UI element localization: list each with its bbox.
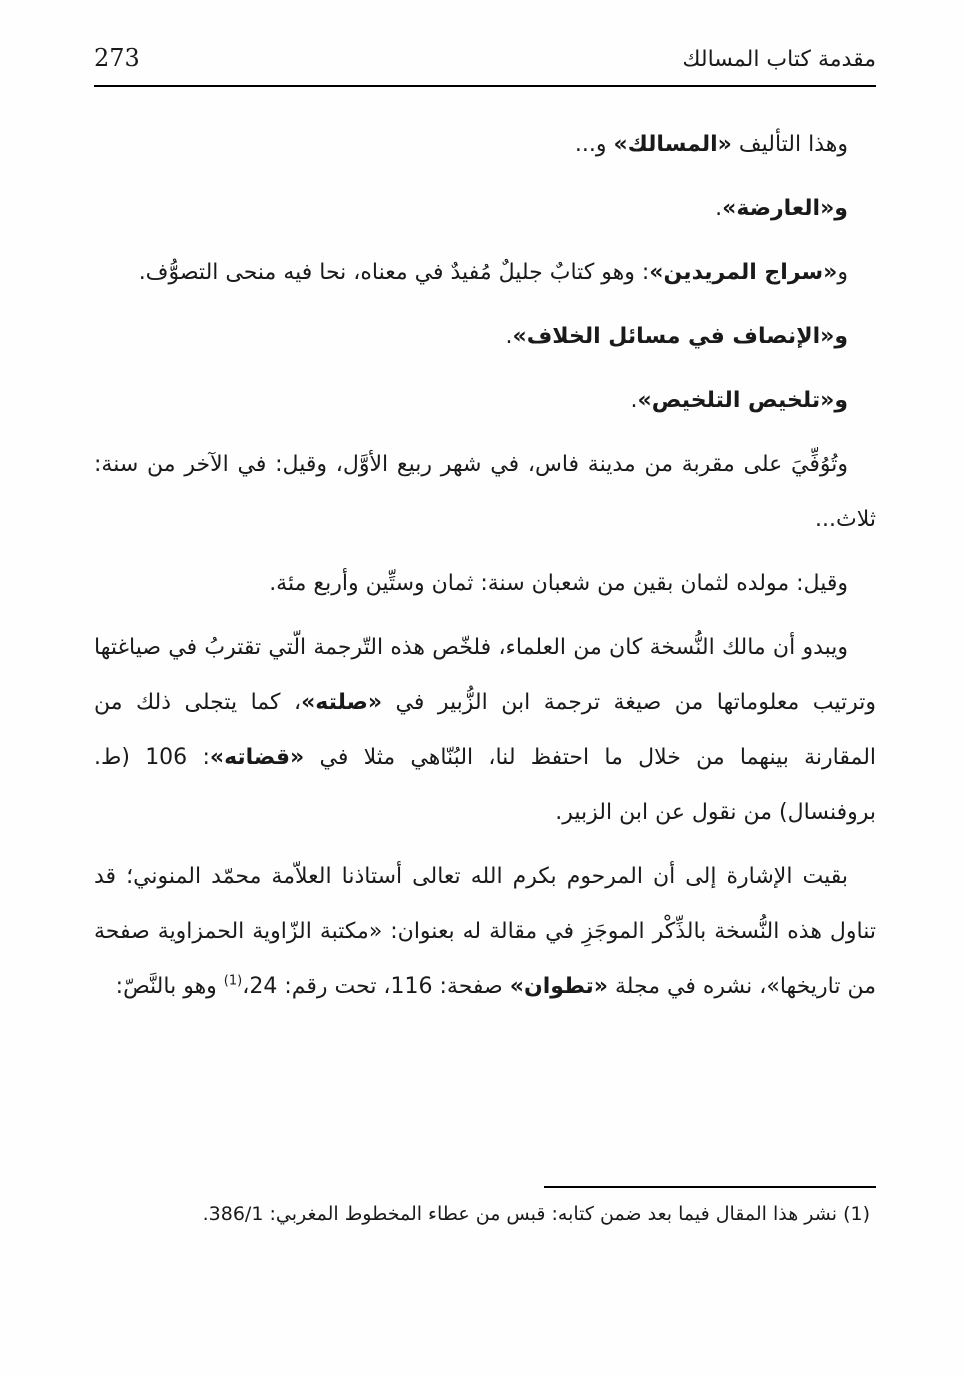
footnote-area: [94, 1186, 876, 1231]
paragraph: [94, 309, 876, 364]
paragraph: [94, 181, 876, 236]
text-run: وتُوُفِّيَ على مقربة من مدينة فاس، في شهر ربيع الأوَّل، وقيل: في الآخر من سنة: ثلاث...: [94, 452, 876, 532]
text-run: : وهو كتابٌ جليلٌ مُفيدٌ في معناه، نحا فيه منحى التصوُّف.: [138, 260, 650, 285]
text-run: «تطوان»: [509, 974, 608, 999]
running-head-title: مقدمة كتاب المسالك: [682, 47, 876, 72]
footnote-text: [94, 1197, 876, 1231]
text-run: .: [630, 388, 638, 413]
text-run: ، كما يتجلى ذلك من المقارنة بينهما من خلال ما احتفظ لنا، البُنّاهي مثلا في: [94, 690, 877, 770]
paragraph: [94, 373, 876, 428]
paragraph: [94, 620, 876, 840]
text-run: ويبدو أن مالك النُّسخة كان من العلماء، فلخّص هذه التّرجمة الّتي تقتربُ في صياغتها وترتيب معلوماتها من صيغة ترجمة ابن الزُّبير في: [94, 635, 876, 715]
text-run: و«تلخيص التلخيص»: [637, 388, 848, 413]
footnote-rule: [544, 1186, 876, 1188]
paragraph: [94, 117, 876, 172]
paragraph: [94, 437, 876, 547]
text-run: (1) نشر هذا المقال فيما بعد ضمن كتابه: قبس من عطاء المخطوط المغربي: 386/1.: [202, 1203, 870, 1225]
text-run: و...: [574, 132, 614, 157]
paragraph: [94, 849, 876, 1014]
text-run: و: [837, 260, 848, 285]
text-run: «المسالك»: [613, 132, 732, 157]
footnote-ref: (1): [223, 973, 243, 989]
text-run: وهذا التأليف: [731, 132, 848, 157]
text-run: .: [505, 324, 513, 349]
paragraph: [94, 245, 876, 300]
text-run: وهو بالنَّصّ:: [115, 974, 224, 999]
text-run: «صلته»: [301, 690, 383, 715]
text-run: بقيت الإشارة إلى أن المرحوم بكرم الله تعالى أستاذنا العلاّمة محمّد المنوني؛ قد تناول هذه النُّسخة بالذِّكْر الموجَزِ في مقالة له بعنوان: «مكتبة الزّاوية الحمزاوية صفحة من تاريخها»، نشره في مجلة: [94, 864, 876, 999]
text-run: «سراج المريدين»: [649, 260, 838, 285]
text-run: : 106 (ط. بروفنسال) من نقول عن ابن الزبير.: [94, 745, 876, 825]
page-header: [94, 44, 876, 72]
page-number: 273: [94, 44, 140, 72]
text-run: «قضاته»: [209, 745, 305, 770]
text-run: وقيل: مولده لثمان بقين من شعبان سنة: ثمان وستِّين وأربع مئة.: [269, 571, 848, 596]
text-run: و«الإنصاف في مسائل الخلاف»: [512, 324, 848, 349]
text-run: .: [715, 196, 723, 221]
body-text: [94, 117, 876, 1014]
header-rule: [94, 85, 876, 87]
text-run: صفحة: 116، تحت رقم: 24،: [242, 974, 510, 999]
text-run: و«العارضة»: [722, 196, 848, 221]
paragraph: [94, 556, 876, 611]
